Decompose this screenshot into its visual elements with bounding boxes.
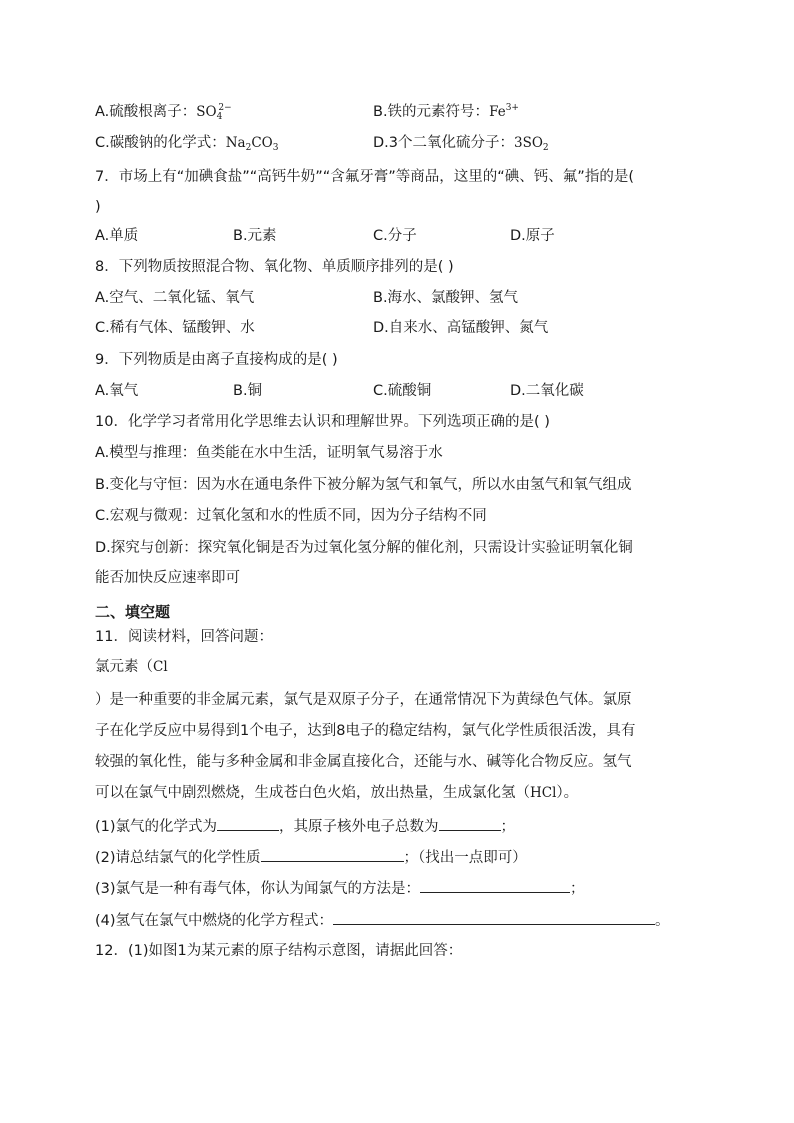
q11-sub2: (2)请总结氯气的化学性质 ；（找出一点即可） (95, 846, 527, 868)
q6-option-b: B.铁的元素符号：$Fe^{3+}$ (373, 103, 519, 120)
q11-passage-line4: 较强的氧化性，能与多种金属和非金属直接化合，还能与水、碱等化合物反应。氢气 (95, 754, 632, 770)
q11-passage-line3: 子在化学反应中易得到1个电子，达到8电子的稳定结构，氯气化学性质很活泼，具有 (95, 723, 636, 739)
q8-option-c: C.稀有气体、锰酸钾、水 (95, 320, 255, 336)
q10-option-a: A.模型与推理：鱼类能在水中生活，证明氧气易溶于水 (95, 445, 443, 461)
q11-sub4: (4)氢气在氯气中燃烧的化学方程式： 。 (95, 909, 670, 931)
q6-option-d: D.3个二氧化硫分子：$3SO_2$ (373, 135, 549, 153)
q12-stem: 12．(1)如图1为某元素的原子结构示意图，请据此回答： (95, 943, 463, 959)
q11-sub1: (1)氯气的化学式为 ，其原子核外电子总数为 ； (95, 815, 515, 837)
q7-option-a: A.单质 (95, 228, 139, 244)
formula-chlorine-symbol: Cl (153, 659, 168, 675)
q11-stem: 11．阅读材料，回答问题： (95, 629, 273, 645)
q10-stem: 10．化学学习者常用化学思维去认识和理解世界。下列选项正确的是( ) (95, 414, 550, 430)
q7-stem-end: ) (95, 199, 101, 215)
formula-iron-ion: $Fe^{3+}$ (489, 103, 519, 120)
q9-option-b: B.铜 (233, 383, 263, 399)
answer-blank-1[interactable] (217, 815, 279, 831)
formula-hydrogen-chloride: HCl (530, 785, 557, 801)
q9-option-d: D.二氧化碳 (510, 383, 584, 399)
q11-passage-line5: 可以在氯气中剧烈燃烧，生成苍白色火焰，放出热量，生成氯化氢（HCl）。 (95, 785, 579, 801)
q10-option-c: C.宏观与微观：过氧化氢和水的性质不同，因为分子结构不同 (95, 508, 487, 524)
answer-blank-2[interactable] (439, 815, 501, 831)
q7-option-d: D.原子 (510, 228, 555, 244)
q9-option-c: C.硫酸铜 (373, 383, 432, 399)
q11-passage-line1: 氯元素（Cl (95, 659, 168, 675)
formula-sulfate-ion: $SO_4^{2-}$ (196, 103, 232, 122)
q7-option-b: B.元素 (233, 228, 277, 244)
q10-option-b: B.变化与守恒：因为水在通电条件下被分解为氢气和氧气，所以水由氢气和氧气组成 (95, 477, 632, 493)
q6-option-c: C.碳酸钠的化学式：$Na_2CO_3$ (95, 135, 279, 153)
q9-option-a: A.氧气 (95, 383, 139, 399)
q8-option-a: A.空气、二氧化锰、氧气 (95, 290, 255, 306)
answer-blank-4[interactable] (420, 877, 570, 893)
q11-sub3: (3)氯气是一种有毒气体，你认为闻氯气的方法是： ； (95, 877, 585, 899)
q10-option-d-line1: D.探究与创新：探究氧化铜是否为过氧化氢分解的催化剂，只需设计实验证明氧化铜 (95, 540, 633, 556)
q8-stem: 8．下列物质按照混合物、氧化物、单质顺序排列的是( ) (95, 259, 454, 275)
q8-option-b: B.海水、氯酸钾、氢气 (373, 290, 519, 306)
q6-option-a: A.硫酸根离子：$SO_4^{2-}$ (95, 103, 232, 122)
formula-sodium-carbonate: $Na_2CO_3$ (225, 135, 279, 153)
q7-option-c: C.分子 (373, 228, 417, 244)
answer-blank-3[interactable] (261, 846, 404, 862)
answer-blank-5[interactable] (333, 909, 655, 925)
q9-stem: 9．下列物质是由离子直接构成的是( ) (95, 352, 338, 368)
q11-passage-line2: ）是一种重要的非金属元素，氯气是双原子分子，在通常情况下为黄绿色气体。氯原 (95, 692, 632, 708)
q10-option-d-line2: 能否加快反应速率即可 (95, 570, 240, 586)
q8-option-d: D.自来水、高锰酸钾、氮气 (373, 320, 549, 336)
q7-stem: 7．市场上有“加碘食盐”“高钙牛奶”“含氟牙膏”等商品，这里的“碘、钙、氟”指的是( (95, 169, 634, 185)
section-heading-fill-in: 二、填空题 (95, 603, 171, 621)
formula-sulfur-dioxide: $3SO_2$ (514, 135, 549, 153)
